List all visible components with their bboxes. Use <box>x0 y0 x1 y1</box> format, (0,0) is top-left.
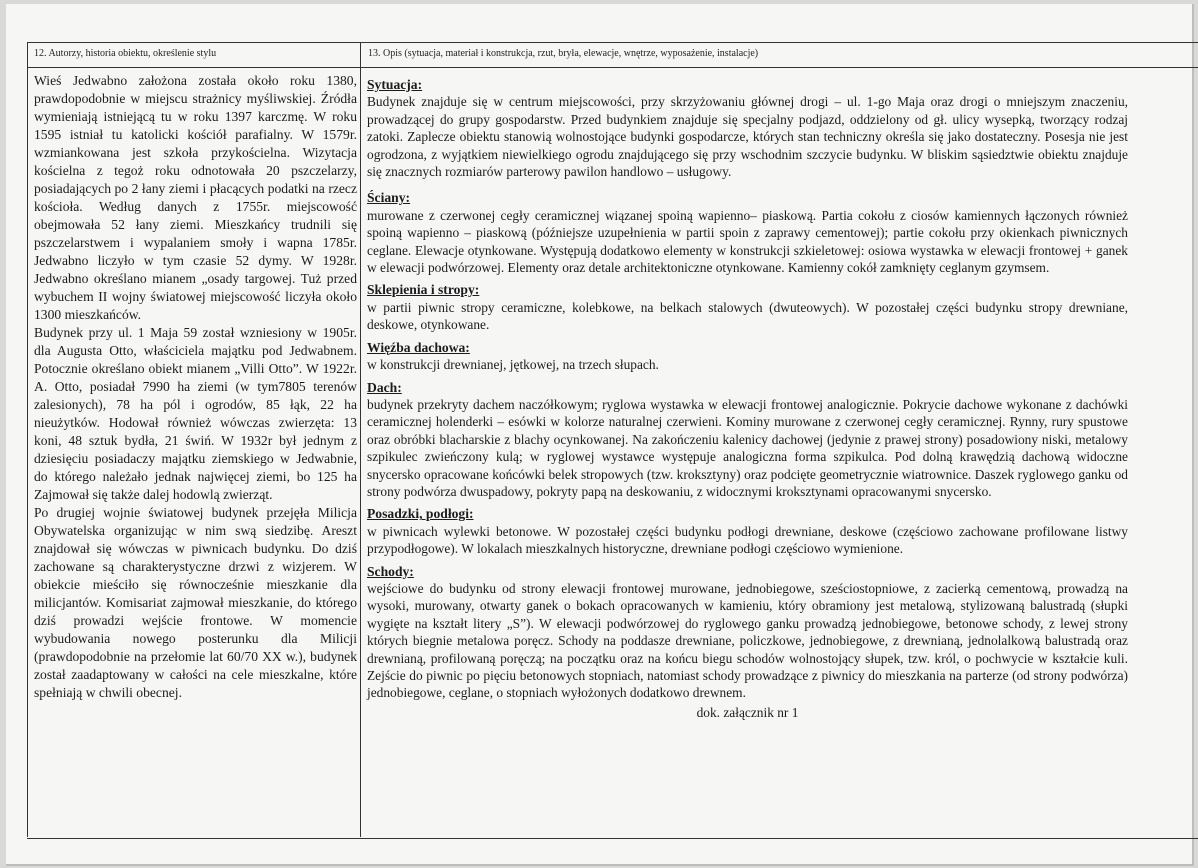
section-text-roof-truss: w konstrukcji drewnianej, jętkowej, na trzech słupach. <box>367 357 659 373</box>
history-paragraph-building: Budynek przy ul. 1 Maja 59 został wzniesiony w 1905r. dla Augusta Otto, właściciela majątku pod Jedwabnem. Potocznie określano obiekt mianem „Villi Otto”. W 1922r. A. Otto, posiadał 7990 ha ziemi (w tym7805 terenów zalesionych), 78 ha pól i ogrodów, 85 łąk, 22 ha nieużytków. Hodował również wówczas zwierzęta: 13 koni, 48 sztuk bydła, 21 świń. W 1932r był jednym z dziesięciu posiadaczy majątku ziemskiego w Jedwabnie, do którego należało jednak najwięcej ziemi, bo 125 ha Zajmował się także dalej hodowlą zwierząt. <box>34 325 357 502</box>
section-title-situation: Sytuacja: <box>367 77 423 92</box>
section-text-stairs: wejściowe do budynku od strony elewacji frontowej murowane, jednobiegowe, sześciostopniowe, z zacierką cementową, prowadzą na wysoki, murowany, otwarty ganek o bokach opracowanych w kamieniu, który obramiony jest metalową, stylizowaną balustradą (słupki wygięte na kształt litery „S”). W elewacji podwórzowej do ryglowego ganku prowadzą jednobiegowe, betonowe schody, z lewej strony których biegnie metalowa poręcz. Schody na poddasze drewniane, policzkowe, jednobiegowe, z drewnianą, jednolalkową balustradą oraz drewnianą, profilowaną poręczą; na początku oraz na końcu biegu schodów wolnostojący słupek, tzw. król, o pochwycie w kształcie kuli. Zejście do piwnic po pięciu betonowych stopniach, natomiast schody prowadzące z piwnicy do mieszkania na parterze (od strony podwórza) jednobiegowe, ceglane, o stopniach wyłożonych dodatkowo drewnem. <box>367 580 1128 701</box>
section-text-situation: Budynek znajduje się w centrum miejscowości, przy skrzyżowaniu głównej drogi – ul. 1-go Maja oraz drogi o mniejszym znaczeniu, prowadzącej do grupy gospodarstw. Przed budynkiem znajduje się specjalny podjazd, oddzielony od gł. ulicy wysepką, tworzący rodzaj zatoki. Zaplecze obiektu stanowią wolnostojące budynki gospodarcze, których stan techniczny określa się jako dostateczny. Posesja nie jest ogrodzona, z wyjątkiem niewielkiego ogrodu znajdującego się przy wschodnim szczycie budynku. W bliskim sąsiedztwie obiektu znajduje się znacznych rozmiarów parterowy pawilon handlowo – usługowy. <box>367 94 1128 180</box>
history-paragraph-postwar: Po drugiej wojnie światowej budynek przejęła Milicja Obywatelska organizując w nim swą siedzibę. Areszt znajdował się wówczas w piwnicach budynku. Do dziś zachowane są charakterystyczne drzwi z wizjerem. W obiekcie mieściło się równocześnie mieszkanie dla milicjantów. Komisariat zajmował mieszkanie, do którego dziś prowadzi wejście frontowe. W momencie wybudowania nowego posterunku dla Milicji (prawdopodobnie na przełomie lat 60/70 XX w.), budynek został zaadaptowany w całości na cele mieszkalne, które spełniają w chwili obecnej. <box>34 505 357 700</box>
section-text-floors: w piwnicach wylewki betonowe. W pozostałej części budynku podłogi drewniane, deskowe (częściowo zachowane profilowane listwy przypodłogowe). W lokalach mieszkalnych historyczne, drewniane podłogi częściowo wymienione. <box>367 523 1128 557</box>
history-column <box>34 72 357 702</box>
section-title-floors: Posadzki, podłogi: <box>367 506 474 522</box>
header-divider <box>27 67 1198 68</box>
column-divider <box>360 42 361 837</box>
history-paragraph-village: Wieś Jedwabno założona została około roku 1380, prawdopodobnie w miejscu strażnicy myśliwskiej. Źródła wymieniają istniejącą tu w roku 1397 karczmę. W roku 1595 istniał tu katolicki kościół parafialny. W 1579r. wzmiankowana jest szkoła przykościelna. Wizytacja kościelna z tegoż roku odnotowała 20 pszczelarzy, posiadających po 2 łany ziemi i płacących podatki na rzecz kościoła. Według danych z 1755r. miejscowość obejmowała 52 łany ziemi. Mieszkańcy trudnili się pszczelarstwem i wypalaniem smoły i wapna 1785r. Jedwabno liczyło w tym czasie 52 dymy. W 1928r. Jedwabno określano mianem „osady targowej. Tuż przed wybuchem II wojny światowej miejscowość liczyła około 1300 mieszkańców. <box>34 73 357 322</box>
section-text-ceilings: w partii piwnic stropy ceramiczne, kolebkowe, na belkach stalowych (dwuteowych). W pozostałej części budynku stropy drewniane, deskowe, otynkowane. <box>367 299 1128 333</box>
frame-left-line <box>27 42 28 837</box>
section-title-roof-truss: Więźba dachowa: <box>367 339 470 355</box>
section-title-walls: Ściany: <box>367 190 411 206</box>
section-text-walls: murowane z czerwonej cegły ceramicznej wiązanej spoiną wapienno– piaskową. Partia cokołu z ciosów kamiennych łączonych również spoiną wapienno – piaskową (późniejsze uzupełnienia w partii spoin z zaprawy cementowej); partie cokołu przy okienkach piwnicznych ceglane. Elewacje otynkowane. Występują dodatkowo elementy w konstrukcji szkieletowej: osiowa wystawka w elewacji frontowej + ganek w elewacji podwórzowej. Elementy oraz detale architektoniczne otynkowane. Kamienny cokół zamknięty ceglanym gzymsem. <box>367 207 1128 276</box>
field-12-header: 12. Autorzy, historia obiektu, określenie stylu <box>34 48 217 59</box>
section-title-stairs: Schody: <box>367 563 414 579</box>
field-13-header: 13. Opis (sytuacja, materiał i konstrukcja, rzut, bryła, elewacje, wnętrze, wyposażenie, instalacje) <box>368 48 759 59</box>
attachment-note: dok. załącznik nr 1 <box>696 704 799 720</box>
section-text-roof: budynek przekryty dachem naczółkowym; ryglowa wystawka w elewacji frontowej analogicznie. Pokrycie dachowe wykonane z dachówki ceramicznej holenderki – esówki w kolorze naturalnej czerwieni. Kominy murowane z czerwonej cegły ceramicznej. Rynny, rury spustowe oraz obróbki blacharskie z blachy ocynkowanej. Na zakończeniu kalenicy dachowej (jedynie z prawej strony) posadowiony niski, metalowy szpikulec zwieńczony kulą; w ryglowej wystawce występuje analogiczna forma szpikulca. Pod dolną krawędzią dachową widoczne snycersko opracowane końcówki belek stropowych (tzw. kroksztyny) oraz podcięte geometrycznie wiatrownice. Daszek ryglowego ganku od strony podwórza dwuspadowy, pokryty papą na deskowaniu, z widocznymi kroksztynami opracowanymi snycersko. <box>367 396 1128 499</box>
description-column <box>367 76 1128 721</box>
section-title-ceilings: Sklepienia i stropy: <box>367 282 480 298</box>
section-title-roof: Dach: <box>367 379 402 395</box>
